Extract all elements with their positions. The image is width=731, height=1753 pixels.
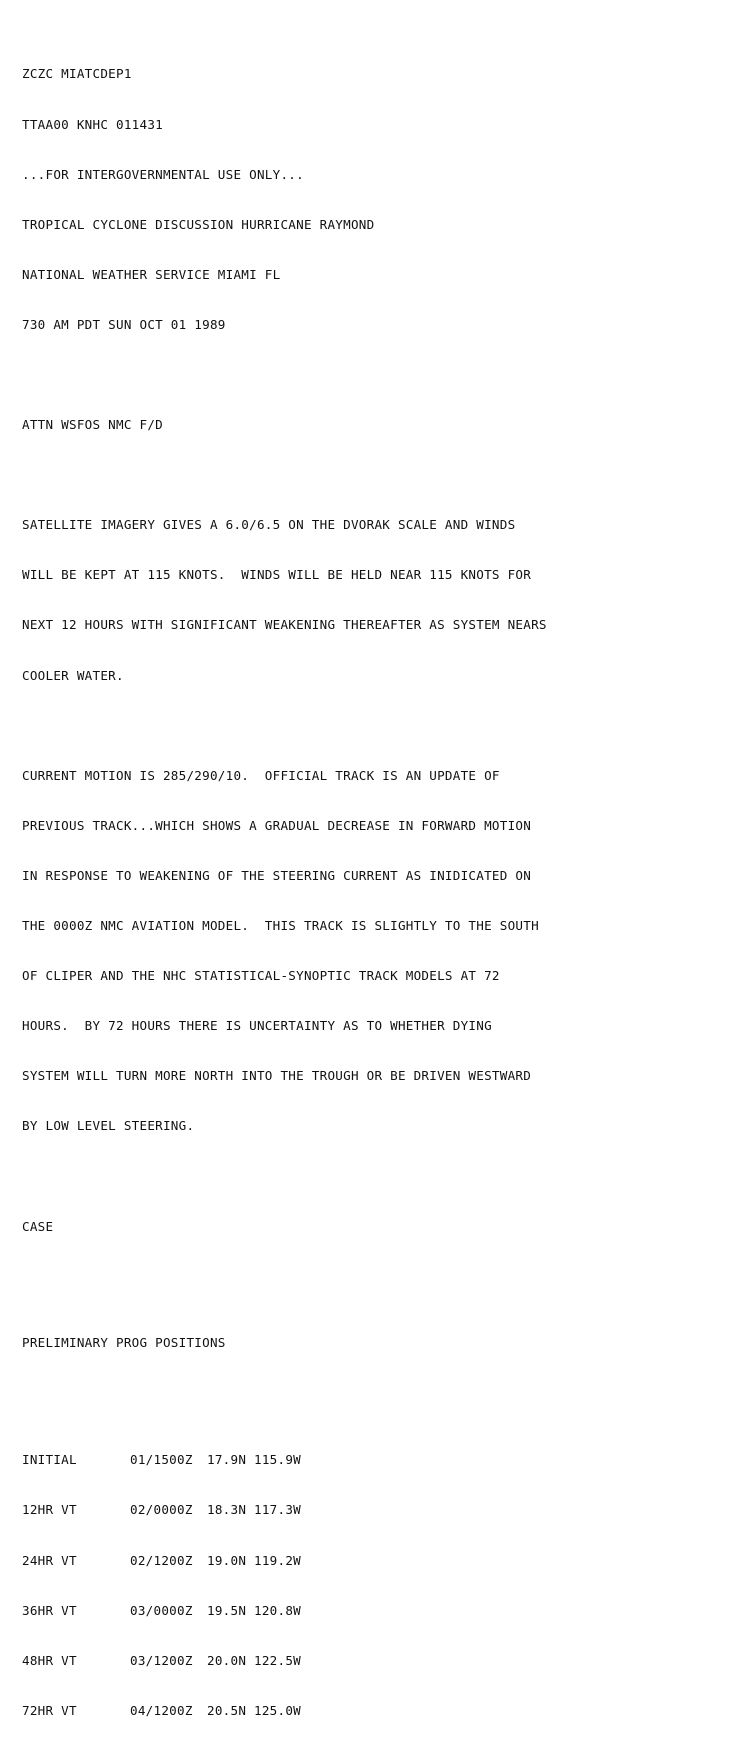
signature: CASE — [22, 1218, 54, 1234]
prog-row — [22, 1452, 547, 1469]
header-line: NATIONAL WEATHER SERVICE MIAMI FL — [22, 266, 281, 282]
prog-label: 48HR VT — [22, 1652, 77, 1668]
prog-time: 01/1500Z — [130, 1452, 193, 1468]
paragraph-2-line: CURRENT MOTION IS 285/290/10. OFFICIAL TRACK IS AN UPDATE OF — [22, 767, 500, 783]
paragraph-2-line: BY LOW LEVEL STEERING. — [22, 1118, 195, 1134]
prog-lat: 18.3N — [207, 1502, 247, 1518]
blank-line — [22, 718, 547, 735]
paragraph-2-line: SYSTEM WILL TURN MORE NORTH INTO THE TROUGH OR BE DRIVEN WESTWARD — [22, 1068, 532, 1084]
prog-label: 12HR VT — [22, 1502, 77, 1518]
blank-line — [22, 1386, 547, 1403]
paragraph-1-line: COOLER WATER. — [22, 667, 124, 683]
prog-lon: 119.2W — [254, 1552, 301, 1568]
discussion-text — [22, 33, 547, 1753]
prog-lon: 117.3W — [254, 1502, 301, 1518]
prog-lat: 20.5N — [207, 1702, 247, 1718]
prog-time: 02/0000Z — [130, 1502, 193, 1518]
prog-lon: 115.9W — [254, 1452, 301, 1468]
prog-row — [22, 1703, 547, 1720]
header-line: TROPICAL CYCLONE DISCUSSION HURRICANE RAYMOND — [22, 216, 375, 232]
prog-time: 03/0000Z — [130, 1602, 193, 1618]
prog-label: 24HR VT — [22, 1552, 77, 1568]
prog-lon: 122.5W — [254, 1652, 301, 1668]
paragraph-2-line: THE 0000Z NMC AVIATION MODEL. THIS TRACK IS SLIGHTLY TO THE SOUTH — [22, 918, 539, 933]
paragraph-1-line: SATELLITE IMAGERY GIVES A 6.0/6.5 ON THE DVORAK SCALE AND WINDS — [22, 517, 516, 533]
paragraph-2-line: PREVIOUS TRACK...WHICH SHOWS A GRADUAL DECREASE IN FORWARD MOTION — [22, 817, 532, 833]
prog-time: 04/1200Z — [130, 1702, 193, 1718]
paragraph-1-line: NEXT 12 HOURS WITH SIGNIFICANT WEAKENING THEREAFTER AS SYSTEM NEARS — [22, 617, 547, 633]
blank-line — [22, 1168, 547, 1185]
attention-line: ATTN WSFOS NMC F/D — [22, 417, 163, 433]
paragraph-2-line: IN RESPONSE TO WEAKENING OF THE STEERING CURRENT AS INIDICATED ON — [22, 867, 532, 883]
header-line: ...FOR INTERGOVERNMENTAL USE ONLY... — [22, 166, 304, 182]
prog-lat: 20.0N — [207, 1652, 247, 1668]
paragraph-2-line: OF CLIPER AND THE NHC STATISTICAL-SYNOPTIC TRACK MODELS AT 72 — [22, 968, 500, 984]
prog-row — [22, 1603, 547, 1620]
paragraph-2-line: HOURS. BY 72 HOURS THERE IS UNCERTAINTY AS TO WHETHER DYING — [22, 1018, 492, 1034]
prog-time: 02/1200Z — [130, 1552, 193, 1568]
prog-label: 36HR VT — [22, 1602, 77, 1618]
paragraph-1-line: WILL BE KEPT AT 115 KNOTS. WINDS WILL BE HELD NEAR 115 KNOTS FOR — [22, 567, 532, 583]
prog-label: 72HR VT — [22, 1702, 77, 1718]
prog-row — [22, 1553, 547, 1570]
prog-lat: 19.5N — [207, 1602, 247, 1618]
prog-row — [22, 1502, 547, 1519]
prog-row — [22, 1653, 547, 1670]
blank-line — [22, 367, 547, 384]
prog-label: INITIAL — [22, 1452, 77, 1468]
header-line: ZCZC MIATCDEP1 — [22, 66, 132, 82]
prog-time: 03/1200Z — [130, 1652, 193, 1668]
blank-line — [22, 467, 547, 484]
prog-lon: 120.8W — [254, 1602, 301, 1618]
blank-line — [22, 1269, 547, 1302]
prog-lon: 125.0W — [254, 1702, 301, 1718]
prog-lat: 19.0N — [207, 1552, 247, 1568]
header-line: 730 AM PDT SUN OCT 01 1989 — [22, 316, 226, 332]
prog-lat: 17.9N — [207, 1452, 247, 1468]
prog-title: PRELIMINARY PROG POSITIONS — [22, 1335, 226, 1351]
header-line: TTAA00 KNHC 011431 — [22, 116, 163, 132]
